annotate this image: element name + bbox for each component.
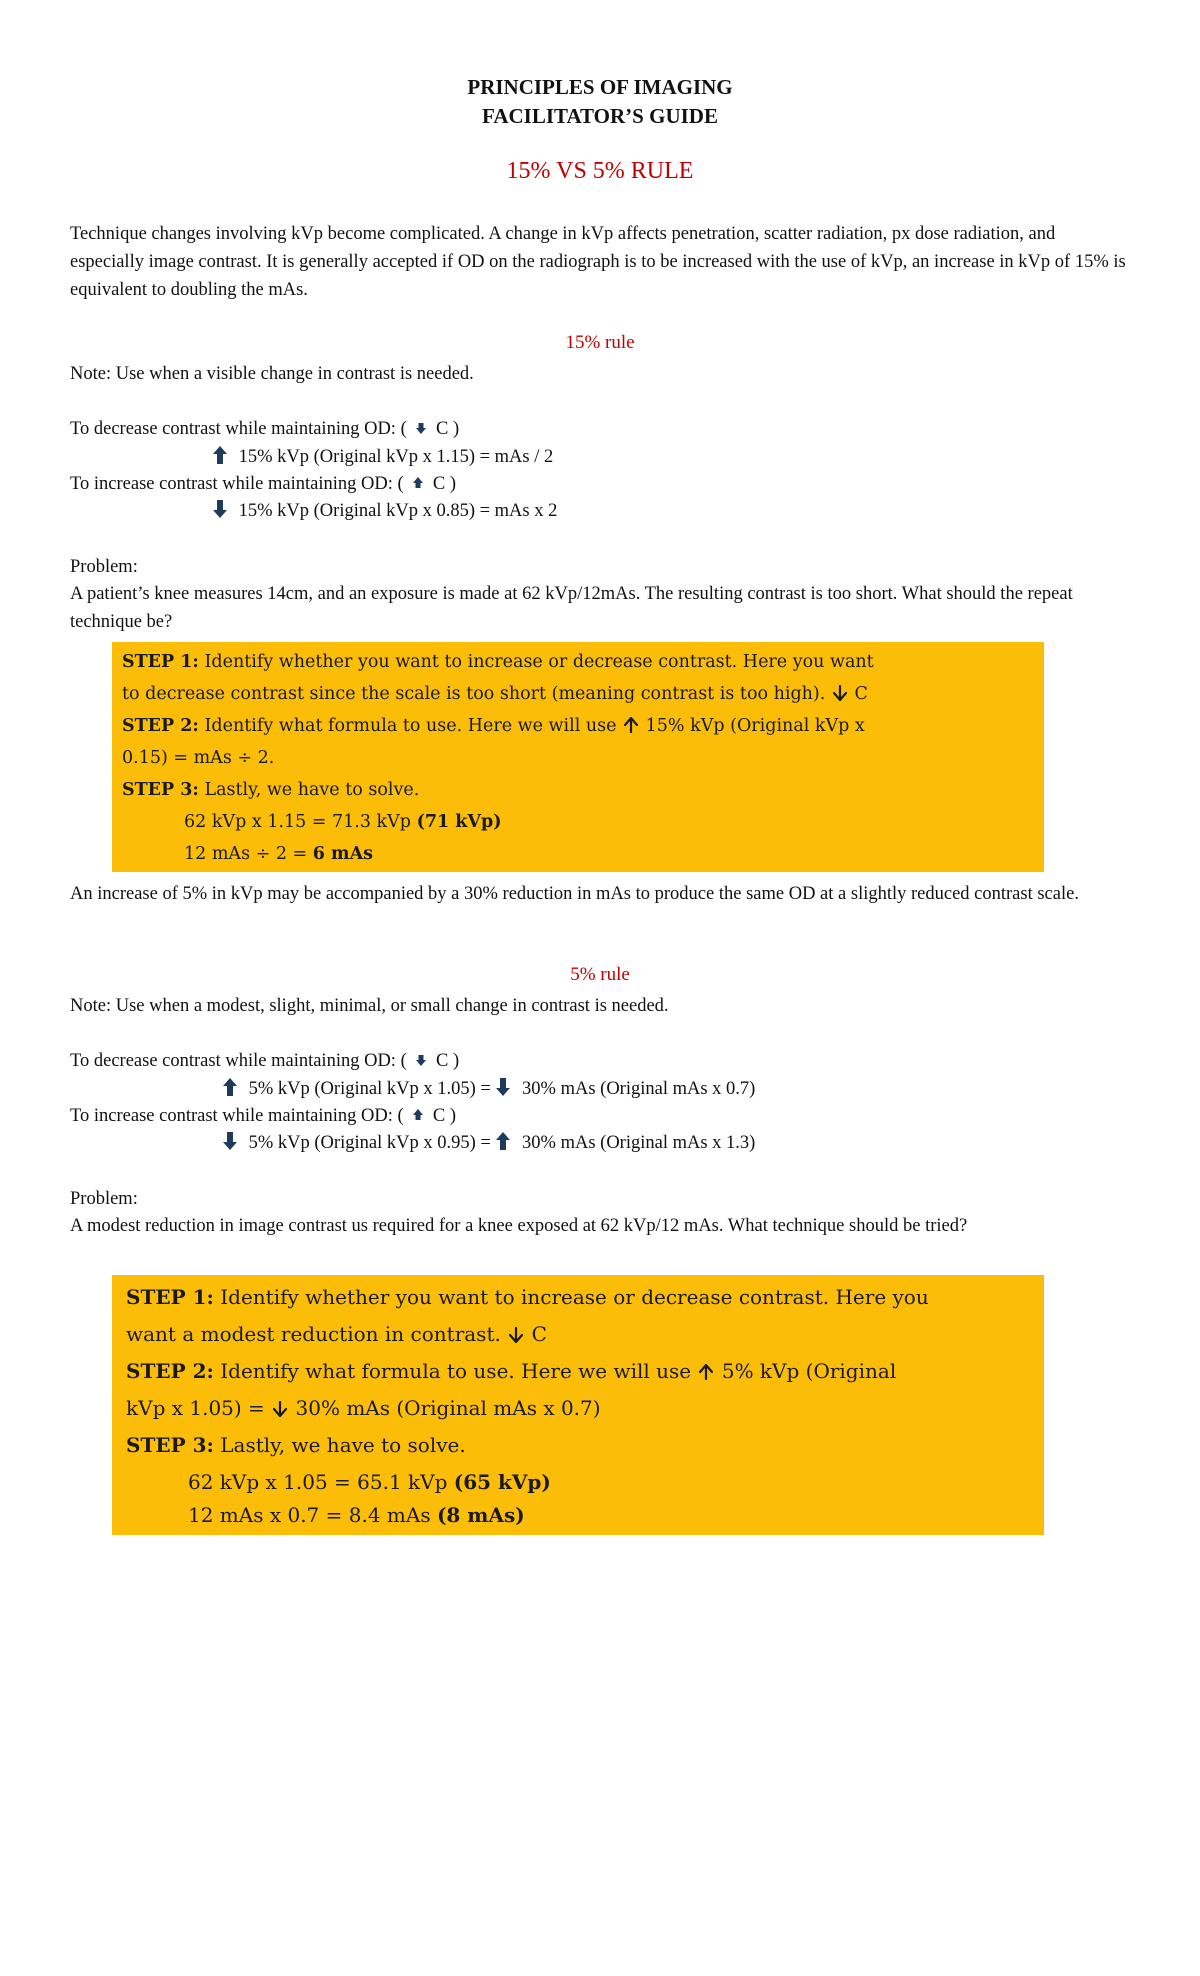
up-arrow-icon — [222, 1077, 238, 1097]
rule5-calc2: 12 mAs x 0.7 = 8.4 mAs — [188, 1503, 431, 1527]
rule5-decrease-suffix: C ) — [435, 1051, 460, 1071]
rule15-step1-label: STEP 1: — [122, 652, 199, 672]
rule5-decrease-line — [70, 1047, 459, 1075]
rule15-step2-label: STEP 2: — [122, 716, 199, 736]
rule15-increase-line — [70, 470, 456, 498]
rule15-step1-text-a: Identify whether you want to increase or decrease contrast. Here you want — [204, 652, 874, 672]
rule5-step2-line-b — [126, 1390, 601, 1427]
rule5-step2-label: STEP 2: — [126, 1359, 214, 1383]
bridge-paragraph: An increase of 5% in kVp may be accompanied by a 30% reduction in mAs to produce the same OD at a slightly reduced contrast scale. — [70, 884, 1079, 904]
rule5-step3-text: Lastly, we have to solve. — [220, 1433, 466, 1457]
small-down-arrow-icon — [415, 1053, 427, 1067]
rule15-problem-label: Problem: — [70, 557, 138, 577]
rule15-increase-formula-line — [212, 497, 557, 525]
rule15-problem-text: A patient’s knee measures 14cm, and an exposure is made at 62 kVp/12mAs. The resulting contrast is too short. What should the repeat technique be? — [70, 584, 1073, 632]
rule5-increase-formula-b: 30% mAs (Original mAs x 1.3) — [522, 1133, 756, 1153]
rule5-increase-suffix: C ) — [432, 1106, 457, 1126]
rule5-step2-text-a2: 5% kVp (Original — [721, 1359, 897, 1383]
rule5-step2-line-a — [126, 1353, 896, 1390]
rule15-calc1-line — [184, 806, 502, 838]
rule5-step1-text-a: Identify whether you want to increase or decrease contrast. Here you — [220, 1285, 929, 1309]
small-up-arrow-icon — [412, 1108, 424, 1122]
thin-down-arrow-icon — [273, 1401, 287, 1417]
rule5-step3-label: STEP 3: — [126, 1433, 214, 1457]
rule5-decrease-formula-a: 5% kVp (Original kVp x 1.05) = — [248, 1079, 491, 1099]
rule5-step1-c: C — [531, 1322, 547, 1346]
rule5-decrease-formula-b: 30% mAs (Original mAs x 0.7) — [522, 1079, 756, 1099]
rule15-increase-formula: 15% kVp (Original kVp x 0.85) = mAs x 2 — [238, 501, 558, 521]
rule5-increase-line — [70, 1102, 456, 1130]
down-arrow-icon — [212, 499, 228, 519]
rule15-increase-prefix: To increase contrast while maintaining OD: ( — [70, 474, 404, 494]
document-title-line1: PRINCIPLES OF IMAGING — [467, 75, 733, 99]
rule15-step3-text: Lastly, we have to solve. — [204, 780, 420, 800]
rule5-calc1-line — [188, 1464, 551, 1501]
down-arrow-icon — [222, 1131, 238, 1151]
rule5-solution-box — [112, 1275, 1044, 1535]
small-up-arrow-icon — [412, 476, 424, 490]
document-title-line2: FACILITATOR’S GUIDE — [482, 104, 718, 128]
up-arrow-icon — [212, 445, 228, 465]
rule5-step2-text-b2: 30% mAs (Original mAs x 0.7) — [295, 1396, 601, 1420]
rule15-increase-suffix: C ) — [432, 474, 457, 494]
rule5-step1-line-a — [126, 1279, 929, 1316]
rule15-calc2: 12 mAs ÷ 2 = — [184, 844, 308, 864]
rule15-heading: 15% rule — [565, 332, 635, 353]
rule5-heading: 5% rule — [570, 964, 630, 985]
small-down-arrow-icon — [415, 421, 427, 435]
thin-down-arrow-icon — [833, 685, 847, 701]
thin-down-arrow-icon — [509, 1327, 523, 1343]
up-arrow-icon — [495, 1131, 511, 1151]
rule5-step2-text-b: kVp x 1.05) = — [126, 1396, 265, 1420]
rule15-decrease-line — [70, 415, 459, 443]
down-arrow-icon — [495, 1077, 511, 1097]
rule15-calc2-line — [184, 838, 373, 870]
rule15-note: Note: Use when a visible change in contrast is needed. — [70, 364, 474, 384]
rule5-problem-text: A modest reduction in image contrast us required for a knee exposed at 62 kVp/12 mAs. What technique should be tried? — [70, 1216, 968, 1236]
rule5-increase-formula-a: 5% kVp (Original kVp x 0.95) = — [248, 1133, 491, 1153]
rule15-step1-c: C — [854, 684, 868, 704]
rule15-decrease-prefix: To decrease contrast while maintaining OD: ( — [70, 419, 407, 439]
rule15-step3-line — [122, 774, 419, 806]
rule15-decrease-suffix: C ) — [435, 419, 460, 439]
rule15-calc1: 62 kVp x 1.15 = 71.3 kVp — [184, 812, 411, 832]
thin-up-arrow-icon — [699, 1364, 713, 1380]
rule5-note: Note: Use when a modest, slight, minimal, or small change in contrast is needed. — [70, 996, 669, 1016]
rule15-step2-text-a: Identify what formula to use. Here we will use — [204, 716, 617, 736]
rule15-decrease-formula: 15% kVp (Original kVp x 1.15) = mAs / 2 — [238, 447, 554, 467]
rule15-step3-label: STEP 3: — [122, 780, 199, 800]
intro-paragraph: Technique changes involving kVp become complicated. A change in kVp affects penetration, scatter radiation, px dose radiation, and especially image contrast. It is generally accepted if OD on the radiograph is to be increased with the use of kVp, an increase in kVp of 15% is equivalent to doubling the mAs. — [70, 224, 1126, 300]
rule15-step1-text-b: to decrease contrast since the scale is too short (meaning contrast is too high). — [122, 684, 826, 704]
rule5-increase-formula-line — [222, 1129, 755, 1157]
rule5-problem-label: Problem: — [70, 1189, 138, 1209]
rule5-step1-line-b — [126, 1316, 547, 1353]
rule5-calc1-result: (65 kVp) — [453, 1470, 551, 1494]
rule15-calc1-result: (71 kVp) — [416, 812, 502, 832]
rule5-calc1: 62 kVp x 1.05 = 65.1 kVp — [188, 1470, 448, 1494]
rule5-increase-prefix: To increase contrast while maintaining OD: ( — [70, 1106, 404, 1126]
document-subtitle: 15% VS 5% RULE — [506, 158, 694, 184]
rule5-calc2-result: (8 mAs) — [436, 1503, 525, 1527]
rule15-step1-line-a — [122, 646, 874, 678]
rule5-step1-text-b: want a modest reduction in contrast. — [126, 1322, 501, 1346]
rule5-step2-text-a: Identify what formula to use. Here we will use — [220, 1359, 692, 1383]
rule15-solution-box — [112, 642, 1044, 872]
rule15-step2-line-b: 0.15) = mAs ÷ 2. — [122, 748, 275, 768]
rule15-step1-line-b — [122, 678, 868, 710]
rule5-decrease-formula-line — [222, 1075, 755, 1103]
rule5-step3-line — [126, 1427, 466, 1464]
rule5-decrease-prefix: To decrease contrast while maintaining OD: ( — [70, 1051, 407, 1071]
rule15-calc2-result: 6 mAs — [312, 844, 373, 864]
thin-up-arrow-icon — [624, 717, 638, 733]
rule5-step1-label: STEP 1: — [126, 1285, 214, 1309]
rule15-decrease-formula-line — [212, 443, 553, 471]
rule15-step2-line-a — [122, 710, 865, 742]
rule15-step2-text-a2: 15% kVp (Original kVp x — [645, 716, 865, 736]
rule5-calc2-line — [188, 1497, 525, 1534]
